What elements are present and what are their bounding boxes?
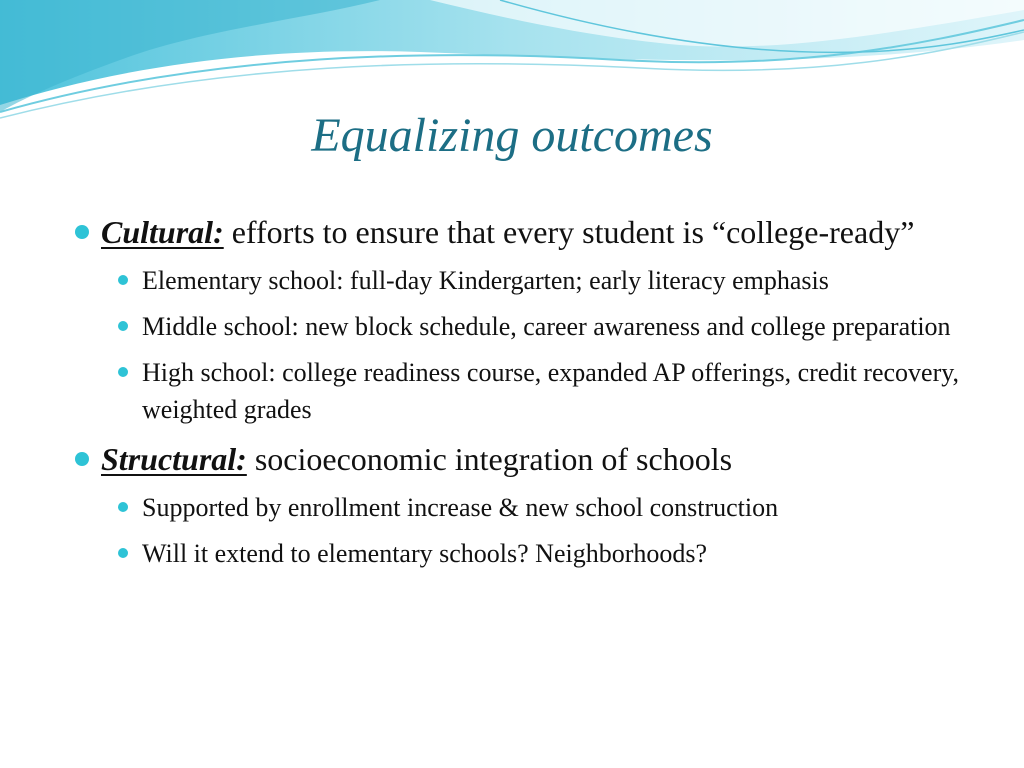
bullet-item xyxy=(74,437,984,482)
bullet-dot-icon xyxy=(75,225,89,239)
sub-bullet-dot-icon xyxy=(118,367,128,377)
sub-bullet-text: Middle school: new block schedule, career awareness and college preparation xyxy=(142,312,951,341)
sub-bullet-item xyxy=(142,489,984,526)
sub-bullet-dot-icon xyxy=(118,502,128,512)
bullet-text: socioeconomic integration of schools xyxy=(254,441,733,477)
sub-bullet-dot-icon xyxy=(118,275,128,285)
sub-bullet-item xyxy=(142,308,984,345)
slide-title: Equalizing outcomes xyxy=(311,109,713,162)
sub-bullet-item xyxy=(142,262,984,299)
bullet-list xyxy=(74,210,984,581)
sub-bullet-dot-icon xyxy=(118,548,128,558)
sub-bullet-item xyxy=(142,535,984,572)
bullet-label: Structural: xyxy=(101,441,247,477)
bullet-item xyxy=(74,210,984,255)
bullet-dot-icon xyxy=(75,452,89,466)
sub-bullet-text: High school: college readiness course, expanded AP offerings, credit recovery, weighted grades xyxy=(142,358,960,424)
sub-bullet-text: Will it extend to elementary schools? Neighborhoods? xyxy=(142,539,708,568)
sub-bullet-dot-icon xyxy=(118,321,128,331)
sub-bullet-text: Supported by enrollment increase & new school construction xyxy=(142,493,779,522)
bullet-text: efforts to ensure that every student is “college-ready” xyxy=(231,214,915,250)
bullet-label: Cultural: xyxy=(101,214,224,250)
sub-bullet-item xyxy=(142,354,984,428)
sub-bullet-text: Elementary school: full-day Kindergarten; early literacy emphasis xyxy=(142,266,829,295)
